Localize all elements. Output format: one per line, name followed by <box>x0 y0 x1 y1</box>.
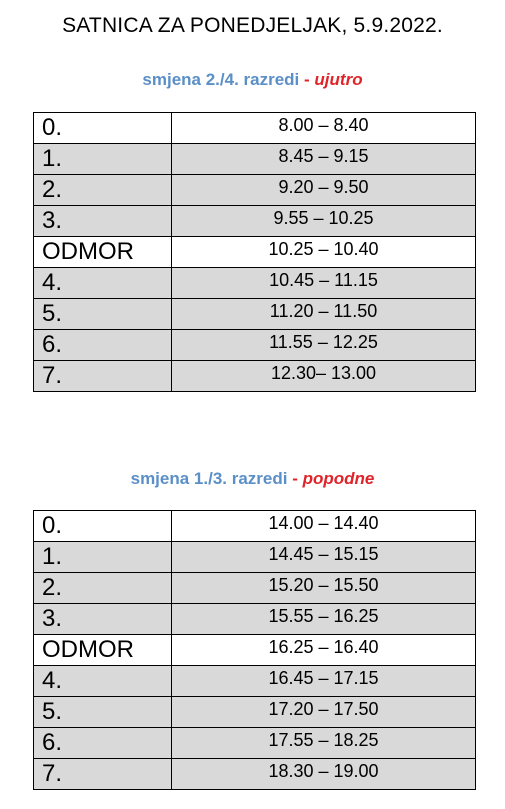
table-row <box>34 635 476 666</box>
table-row <box>34 330 476 361</box>
table-row <box>34 175 476 206</box>
table-row <box>34 237 476 268</box>
period-cell: 4. <box>34 268 172 299</box>
shift-part: popodne <box>302 469 375 488</box>
time-cell: 10.25 – 10.40 <box>172 237 476 268</box>
period-cell: 3. <box>34 604 172 635</box>
table-row <box>34 268 476 299</box>
period-cell: ODMOR <box>34 635 172 666</box>
time-cell: 15.55 – 16.25 <box>172 604 476 635</box>
shift-dash: - <box>304 70 310 89</box>
time-cell: 17.20 – 17.50 <box>172 697 476 728</box>
period-cell: 0. <box>34 113 172 144</box>
period-cell: ODMOR <box>34 237 172 268</box>
time-cell: 8.45 – 9.15 <box>172 144 476 175</box>
period-cell: 5. <box>34 299 172 330</box>
time-cell: 10.45 – 11.15 <box>172 268 476 299</box>
time-cell: 16.45 – 17.15 <box>172 666 476 697</box>
table-row <box>34 666 476 697</box>
period-cell: 3. <box>34 206 172 237</box>
table-row <box>34 361 476 392</box>
page-title: SATNICA ZA PONEDJELJAK, 5.9.2022. <box>62 14 443 37</box>
period-cell: 2. <box>34 175 172 206</box>
time-cell: 14.45 – 15.15 <box>172 542 476 573</box>
period-cell: 7. <box>34 759 172 790</box>
shift-heading-afternoon <box>0 469 505 489</box>
table-row <box>34 542 476 573</box>
period-cell: 4. <box>34 666 172 697</box>
time-cell: 14.00 – 14.40 <box>172 511 476 542</box>
time-cell: 15.20 – 15.50 <box>172 573 476 604</box>
schedule-table-afternoon <box>33 510 476 790</box>
table-row <box>34 511 476 542</box>
shift-label: smjena 2./4. razredi <box>142 70 300 89</box>
time-cell: 17.55 – 18.25 <box>172 728 476 759</box>
table-row <box>34 728 476 759</box>
period-cell: 2. <box>34 573 172 604</box>
table-row <box>34 573 476 604</box>
table-row <box>34 206 476 237</box>
table-row <box>34 759 476 790</box>
time-cell: 8.00 – 8.40 <box>172 113 476 144</box>
shift-dash: - <box>292 469 298 488</box>
period-cell: 0. <box>34 511 172 542</box>
period-cell: 6. <box>34 728 172 759</box>
period-cell: 7. <box>34 361 172 392</box>
time-cell: 9.20 – 9.50 <box>172 175 476 206</box>
table-row <box>34 697 476 728</box>
shift-heading-morning <box>0 70 505 90</box>
period-cell: 6. <box>34 330 172 361</box>
table-row <box>34 299 476 330</box>
time-cell: 16.25 – 16.40 <box>172 635 476 666</box>
time-cell: 9.55 – 10.25 <box>172 206 476 237</box>
time-cell: 11.55 – 12.25 <box>172 330 476 361</box>
period-cell: 5. <box>34 697 172 728</box>
time-cell: 11.20 – 11.50 <box>172 299 476 330</box>
time-cell: 18.30 – 19.00 <box>172 759 476 790</box>
schedule-table-morning <box>33 112 476 392</box>
shift-label: smjena 1./3. razredi <box>130 469 288 488</box>
table-row <box>34 144 476 175</box>
table-row <box>34 604 476 635</box>
time-cell: 12.30– 13.00 <box>172 361 476 392</box>
shift-part: ujutro <box>314 70 363 89</box>
table-row <box>34 113 476 144</box>
period-cell: 1. <box>34 542 172 573</box>
period-cell: 1. <box>34 144 172 175</box>
